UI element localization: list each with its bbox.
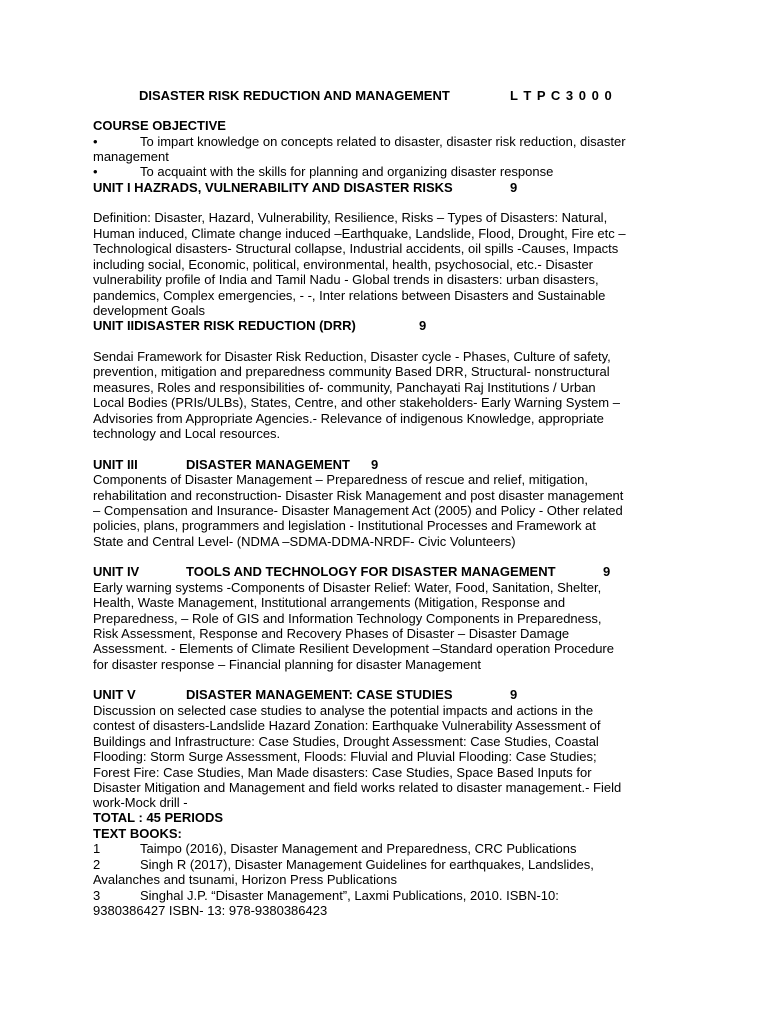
unit4-line: Preparedness, – Role of GIS and Information Technology Components in Preparedness, bbox=[93, 611, 602, 626]
unit1-line: Definition: Disaster, Hazard, Vulnerability, Resilience, Risks – Types of Disasters: Natural, bbox=[93, 210, 608, 225]
unit4-line: Assessment. - Elements of Climate Resilient Development –Standard operation Procedure bbox=[93, 641, 614, 656]
unit2-line: Sendai Framework for Disaster Risk Reduction, Disaster cycle - Phases, Culture of safety, bbox=[93, 349, 611, 364]
unit1-line: pandemics, Complex emergencies, - -, Inter relations between Disasters and Sustainable bbox=[93, 288, 606, 303]
unit4-credits: 9 bbox=[603, 564, 611, 579]
unit4-line: Risk Assessment, Response and Recovery Phases of Disaster – Disaster Damage bbox=[93, 626, 570, 641]
unit5-line: Buildings and Infrastructure: Case Studies, Drought Assessment: Case Studies, Coastal bbox=[93, 734, 599, 749]
book-1-number: 1 bbox=[93, 841, 101, 856]
unit2-line: Local Bodies (PRIs/ULBs), States, Centre, and other stakeholders- Early Warning System – bbox=[93, 395, 620, 410]
unit2-credits: 9 bbox=[419, 318, 427, 333]
book-3-number: 3 bbox=[93, 888, 101, 903]
unit4-line: for disaster response – Financial planning for disaster Management bbox=[93, 657, 482, 672]
unit4-label: UNIT IV bbox=[93, 564, 140, 579]
unit5-line: work-Mock drill - bbox=[93, 795, 188, 810]
objective-item-1: To impart knowledge on concepts related to disaster, disaster risk reduction, disaster bbox=[140, 134, 626, 149]
unit3-line: – Compensation and Insurance- Disaster Management Act (2005) and Policy - Other related bbox=[93, 503, 623, 518]
unit2-line: prevention, mitigation and preparedness community Based DRR, Structural- nonstructural bbox=[93, 364, 610, 379]
book-1-line: Taimpo (2016), Disaster Management and Preparedness, CRC Publications bbox=[140, 841, 577, 856]
unit1-line: development Goals bbox=[93, 303, 206, 318]
unit3-line: policies, plans, programmers and legislation - Institutional Processes and Framework at bbox=[93, 518, 596, 533]
unit5-label: UNIT V bbox=[93, 687, 136, 702]
unit1-line: including social, Economic, political, environmental, health, psychosocial, etc.- Disaster bbox=[93, 257, 594, 272]
book-2-line: Singh R (2017), Disaster Management Guidelines for earthquakes, Landslides, bbox=[140, 857, 594, 872]
unit1-heading: UNIT I HAZRADS, VULNERABILITY AND DISASTER RISKS bbox=[93, 180, 453, 195]
unit2-heading: UNIT IIDISASTER RISK REDUCTION (DRR) bbox=[93, 318, 356, 333]
unit2-line: measures, Roles and responsibilities of- community, Panchayati Raj Institutions / Urban bbox=[93, 380, 596, 395]
unit3-line: Components of Disaster Management – Preparedness of rescue and relief, mitigation, bbox=[93, 472, 588, 487]
unit5-heading: DISASTER MANAGEMENT: CASE STUDIES bbox=[186, 687, 453, 702]
objective-item-1-cont: management bbox=[93, 149, 169, 164]
objective-item-2: To acquaint with the skills for planning and organizing disaster response bbox=[140, 164, 554, 179]
unit1-line: Human induced, Climate change induced –Earthquake, Landslide, Flood, Drought, Fire etc – bbox=[93, 226, 626, 241]
book-3-line: Singhal J.P. “Disaster Management”, Laxmi Publications, 2010. ISBN-10: bbox=[140, 888, 559, 903]
unit5-line: Disaster Mitigation and Management and field works related to disaster management.- Field bbox=[93, 780, 622, 795]
unit3-line: rehabilitation and reconstruction- Disaster Risk Management and post disaster management bbox=[93, 488, 624, 503]
unit4-line: Early warning systems -Components of Disaster Relief: Water, Food, Sanitation, Shelter, bbox=[93, 580, 602, 595]
unit1-line: Technological disasters- Structural collapse, Industrial accidents, oil spills -Causes, Impacts bbox=[93, 241, 619, 256]
unit4-line: Health, Waste Management, Institutional arrangements (Mitigation, Response and bbox=[93, 595, 566, 610]
book-2-number: 2 bbox=[93, 857, 101, 872]
objective-bullet-2: • bbox=[93, 164, 98, 179]
unit5-line: Discussion on selected case studies to analyse the potential impacts and actions in the bbox=[93, 703, 594, 718]
unit3-credits: 9 bbox=[371, 457, 379, 472]
unit1-credits: 9 bbox=[510, 180, 518, 195]
objective-bullet-1: • bbox=[93, 134, 98, 149]
course-title: DISASTER RISK REDUCTION AND MANAGEMENT bbox=[139, 88, 450, 103]
total-periods: TOTAL : 45 PERIODS bbox=[93, 810, 224, 825]
unit2-line: technology and Local resources. bbox=[93, 426, 281, 441]
unit5-line: Forest Fire: Case Studies, Man Made disasters: Case Studies, Space Based Inputs for bbox=[93, 765, 592, 780]
course-objective-heading: COURSE OBJECTIVE bbox=[93, 118, 226, 133]
book-3-line-cont: 9380386427 ISBN- 13: 978-9380386423 bbox=[93, 903, 328, 918]
unit5-line: contest of disasters-Landslide Hazard Zonation: Earthquake Vulnerability Assessment of bbox=[93, 718, 601, 733]
unit5-credits: 9 bbox=[510, 687, 518, 702]
text-books-heading: TEXT BOOKS: bbox=[93, 826, 182, 841]
unit3-label: UNIT III bbox=[93, 457, 138, 472]
unit1-line: vulnerability profile of India and Tamil Nadu - Global trends in disasters: urban disasters, bbox=[93, 272, 599, 287]
ltpc-credits: L T P C 3 0 0 0 bbox=[510, 88, 613, 103]
unit4-heading: TOOLS AND TECHNOLOGY FOR DISASTER MANAGEMENT bbox=[186, 564, 556, 579]
unit5-line: Flooding: Storm Surge Assessment, Floods: Fluvial and Pluvial Flooding: Case Studies; bbox=[93, 749, 597, 764]
book-2-line-cont: Avalanches and tsunami, Horizon Press Publications bbox=[93, 872, 397, 887]
unit3-heading: DISASTER MANAGEMENT bbox=[186, 457, 350, 472]
unit3-line: State and Central Level- (NDMA –SDMA-DDMA-NRDF- Civic Volunteers) bbox=[93, 534, 516, 549]
unit2-line: Advisories from Appropriate Agencies.- Relevance of indigenous Knowledge, appropriate bbox=[93, 411, 604, 426]
